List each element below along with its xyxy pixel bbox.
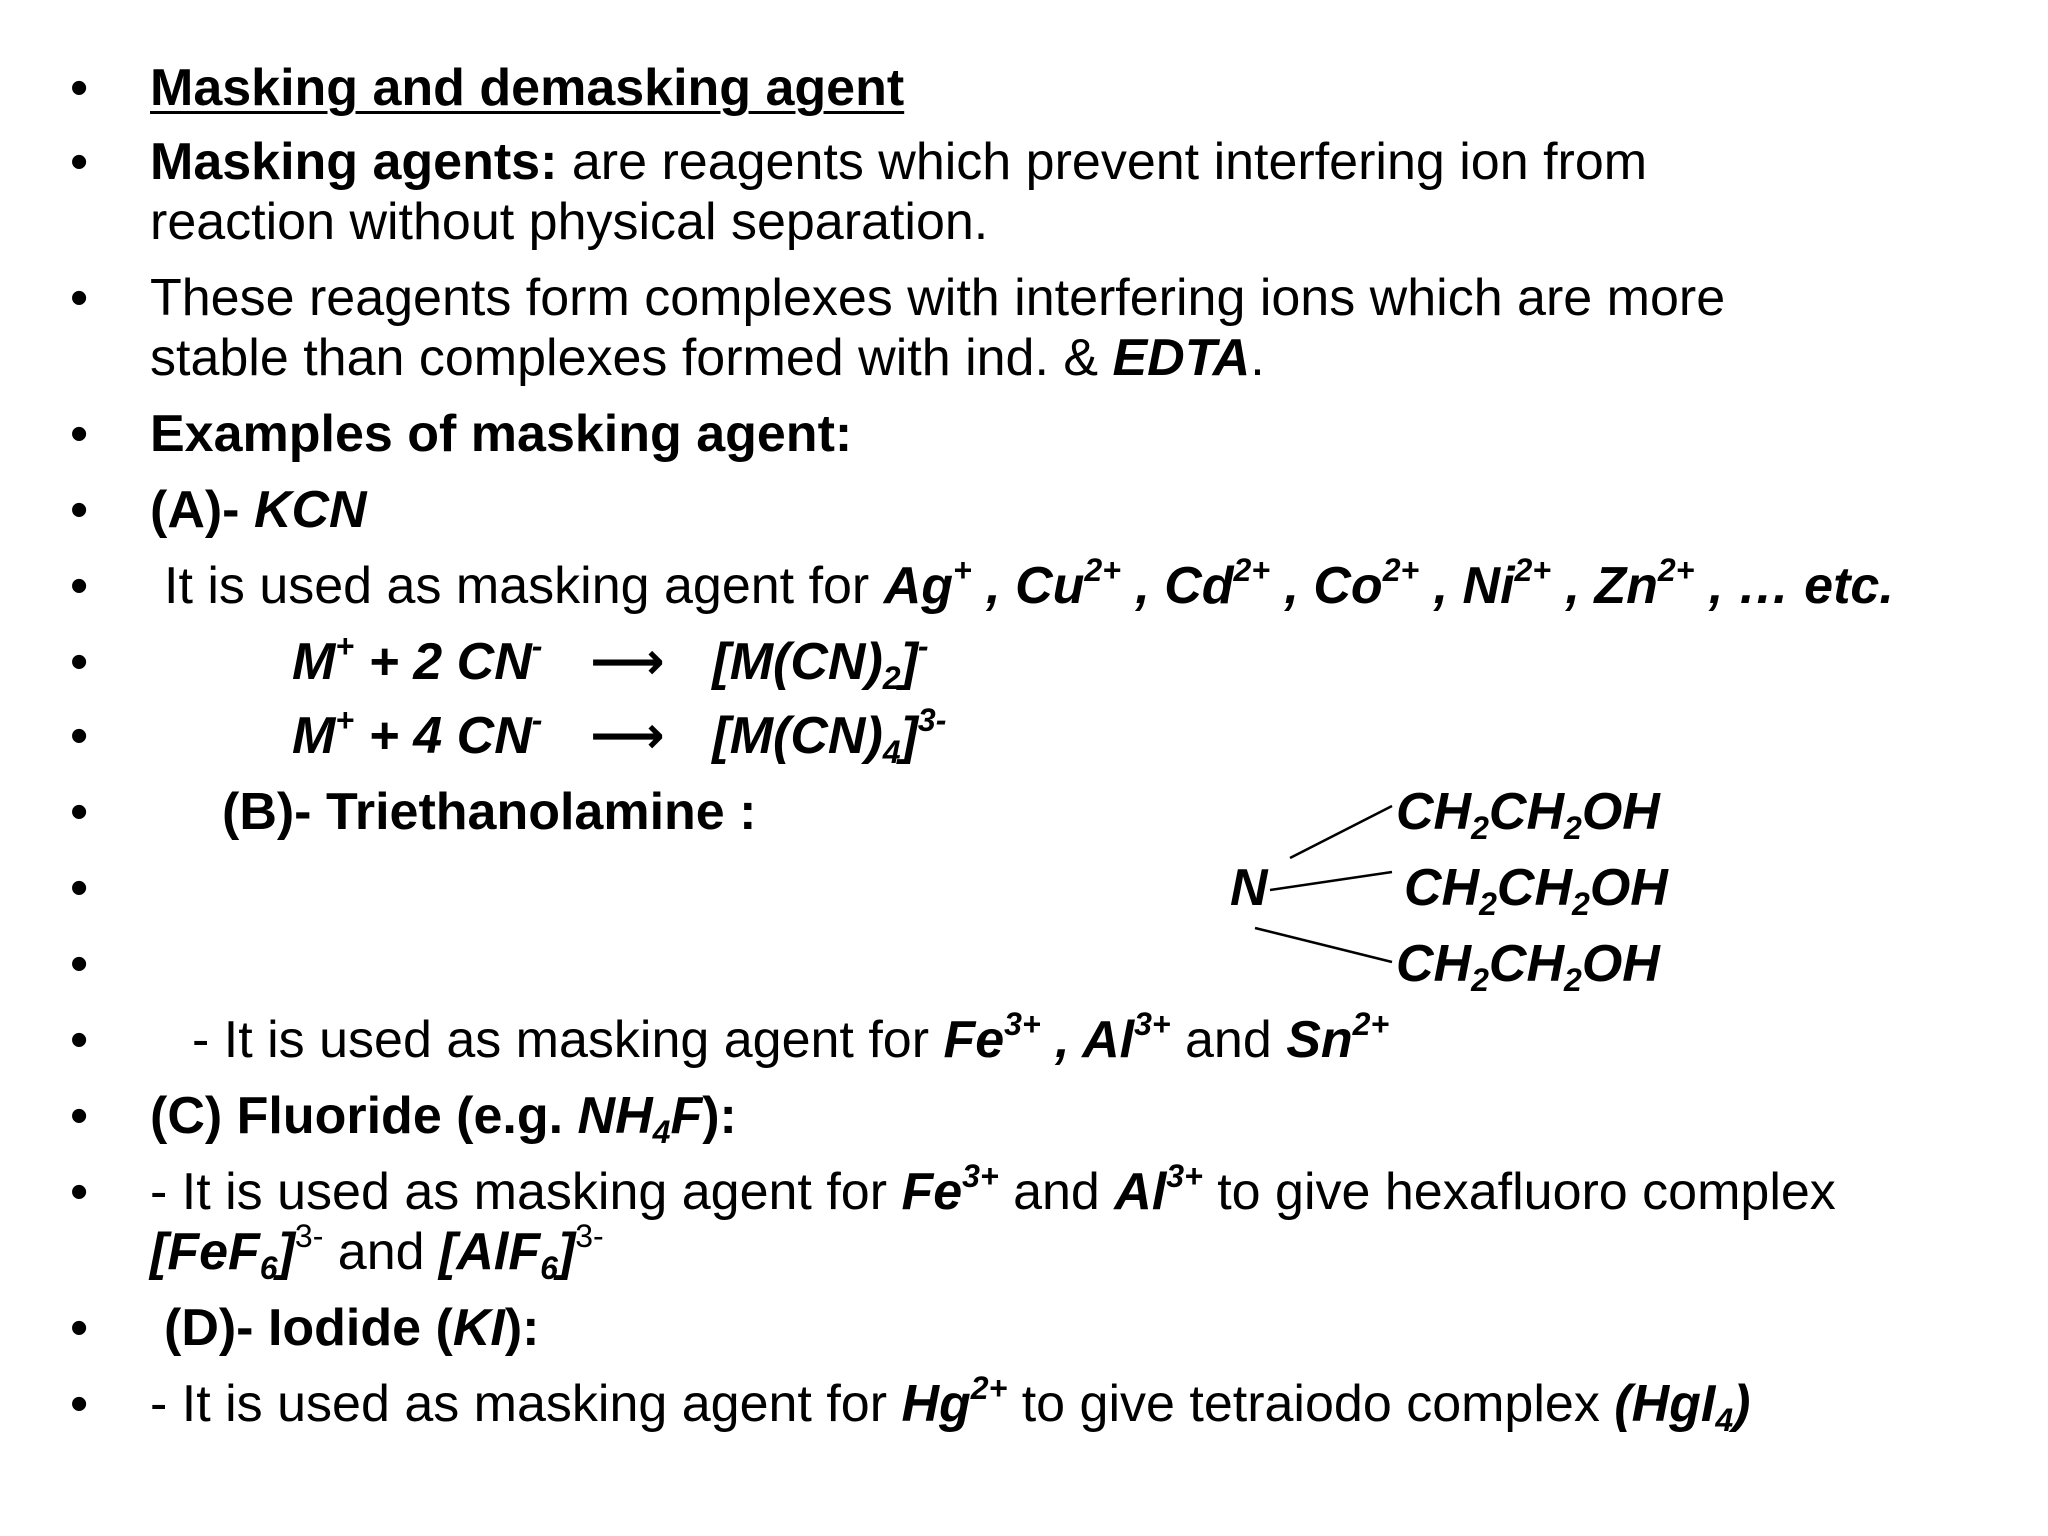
reaction-arrow: ⟶ (590, 707, 665, 765)
bullet: • (70, 557, 89, 615)
bullet: • (70, 859, 89, 917)
fluoride-use-text: - It is used as masking agent for $Fe^{3+}$ and $Al^{3+}$ to give hexafluoro complex (150, 1158, 1836, 1221)
bullet: • (70, 1011, 89, 1069)
bullet: • (70, 1299, 89, 1357)
bullet: • (70, 707, 89, 765)
slide-heading: Masking and demasking agent (150, 59, 905, 117)
definition-text-cont: reaction without physical separation. (150, 193, 989, 251)
bullet: • (70, 269, 89, 327)
definition-term: Masking agents: (150, 133, 558, 191)
tea-arm-1: $CH_2CH_2OH$ (1396, 783, 1660, 846)
definition-text: Masking agents: are reagents which prevent interfering ion from (150, 133, 1648, 191)
bullet: • (70, 481, 89, 539)
bullet: • (70, 935, 89, 993)
stability-text-cont: stable than complexes formed with ind. & EDTA. (150, 329, 1265, 387)
kcn-use-text: It is used as masking agent for Ag+ , $Cu^{2+}$ , $Cd^{2+}$ , $Co^{2+}$ , $Ni^{2+}$ , $Zn^{2+}$ , … etc. (164, 552, 1894, 615)
bullet: • (70, 405, 89, 463)
bullet: • (70, 1087, 89, 1145)
kcn-heading: (A)- KCN (150, 481, 367, 539)
bullet: • (70, 1375, 89, 1433)
reaction-arrow: ⟶ (590, 633, 665, 691)
tea-use-text: - It is used as masking agent for $Fe^{3+}$ , $Al^{3+}$ and $Sn^{2+}$ (192, 1006, 1390, 1069)
tea-heading: (B)- Triethanolamine : (222, 783, 757, 841)
bullet: • (70, 633, 89, 691)
examples-heading: Examples of masking agent: (150, 405, 853, 463)
bullet: • (70, 59, 89, 117)
fluoride-heading: (C) Fluoride (e.g. $NH_4F$): (150, 1087, 737, 1150)
ion: Ag+ , $Cu^{2+}$ , $Cd^{2+}$ , $Co^{2+}$ , $Ni^{2+}$ , $Zn^{2+}$ , … etc. (883, 552, 1894, 615)
iodide-heading: (D)- Iodide (KI): (164, 1299, 540, 1357)
iodide-use-text: - It is used as masking agent for $Hg^{2+}$ to give tetraiodo complex (HgI$_4$) (150, 1370, 1751, 1438)
bullet: • (70, 783, 89, 841)
nitrogen-atom: N (1230, 859, 1268, 917)
stability-text: These reagents form complexes with interfering ions which are more (150, 269, 1726, 327)
equation-1: M+ + 2 CN- ⟶ $[M(CN)_2]^-$ (292, 628, 929, 696)
bullet: • (70, 1163, 89, 1221)
tea-arm-3: $CH_2CH_2OH$ (1396, 935, 1660, 998)
fluoride-complexes: $[FeF_6]^{3-}$ and $[AlF_6]^{3-}$ (150, 1218, 604, 1286)
tea-arm-2: $CH_2CH_2OH$ (1404, 859, 1668, 922)
bullet: • (70, 133, 89, 191)
equation-2: M+ + 4 CN- ⟶ $[M(CN)_4]^{3-}$ (292, 702, 947, 770)
edta-label: EDTA (1112, 329, 1251, 387)
